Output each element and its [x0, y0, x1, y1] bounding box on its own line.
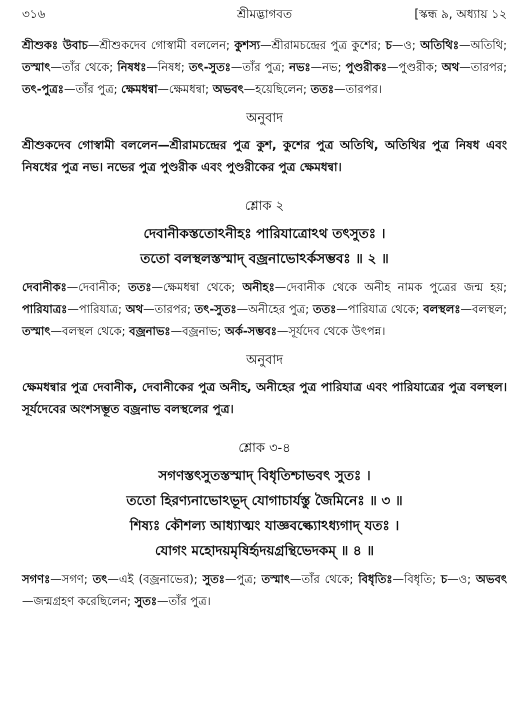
synonym-meaning: —এই (বজ্রনাভের); [107, 572, 203, 586]
synonym-meaning: —অনীহের পুত্র; [236, 302, 313, 316]
synonyms-paragraph [22, 568, 507, 612]
synonym-term: তস্মাৎ [22, 324, 51, 338]
synonym-term: তস্মাৎ [261, 572, 291, 586]
synonym-meaning: —নভ; [310, 60, 346, 74]
verse-line: ততো হিরণ্যনাভোঽভূদ্ যোগাচার্যস্তু জৈমিনেঃ ॥ ৩ ॥ [126, 493, 403, 509]
synonym-meaning: —দেবানীক; [66, 280, 129, 294]
synonym-term: অনীহঃ [242, 280, 275, 294]
synonym-term: তৎ-সুতঃ [188, 60, 231, 74]
synonym-meaning: —পারিযাত্র; [67, 302, 126, 316]
synonym-term: ক্ষেমধন্বা [121, 82, 158, 96]
synonym-meaning: —শ্রীরামচন্দ্রের পুত্র কুশের; [260, 38, 386, 52]
synonym-term: নভঃ [289, 60, 311, 74]
synonym-meaning: —তাঁর থেকে; [50, 60, 118, 74]
synonym-meaning: —সূর্যদেব থেকে উৎপন্ন। [276, 324, 386, 338]
synonym-meaning: —তারপর; [143, 302, 195, 316]
page-header [22, 6, 507, 26]
synonym-term: চ [385, 38, 392, 52]
synonym-meaning: —বজ্রনাভ; [170, 324, 225, 338]
verse-line: শিষ্যঃ কৌশল্য আধ্যাত্মং যাজ্ঞবল্ক্যোঽধ্যগাদ্ যতঃ । [129, 518, 400, 534]
synonym-meaning: —তারপর। [333, 82, 382, 96]
synonym-meaning: —তাঁর থেকে; [290, 572, 359, 586]
verse-line: দেবানীকস্ততোঽনীহঃ পারিযাত্রোঽথ তৎসুতঃ । [143, 226, 386, 242]
verse-heading: শ্লোক ৩-৪ [238, 441, 291, 456]
chapter-reference: [স্কন্ধ ৯, অধ্যায় ১২ [414, 7, 507, 21]
synonym-meaning: —পুণ্ডরীক; [387, 60, 442, 74]
synonym-term: কুশস্য [234, 38, 261, 52]
verse-line: যোগং মহোদয়মৃষির্হৃদয়গ্রন্থিভেদকম্ ॥ ৪ ॥ [154, 543, 375, 559]
synonym-term: তস্মাৎ [22, 60, 51, 74]
book-title: শ্রীমদ্ভাগবত [236, 7, 292, 21]
synonym-meaning: —তাঁর পুত্র; [63, 82, 122, 96]
synonym-meaning: —ক্ষেমধন্বা; [157, 82, 213, 96]
translation-heading: অনুবাদ [246, 353, 283, 368]
translation-paragraph: ক্ষেমধন্বার পুত্র দেবানীক, দেবানীকের পুত্র অনীহ, অনীহের পুত্র পারিযাত্র এবং পারিযাত্রের পুত্র বলস্থল। সূর্যদেবের অংশসম্ভূত বজ্রনাভ বলস্থলের পুত্র। [22, 380, 507, 416]
synonym-term: তৎ-সুতঃ [194, 302, 237, 316]
synonym-term: দেবানীকঃ [22, 280, 67, 294]
synonym-meaning: —ক্ষেমধন্বা থেকে; [151, 280, 243, 294]
synonym-meaning: —দেবানীক থেকে অনীহ নামক পুত্রের জন্ম হয়; [274, 280, 507, 294]
translation-paragraph: শ্রীশুকদেব গোস্বামী বললেন—শ্রীরামচন্দ্রের পুত্র কুশ, কুশের পুত্র অতিথি, অতিথির পুত্র নিষধ এবং নিষধের পুত্র নভ। নভের পুত্র পুণ্ডরীক এবং পুণ্ডরীকের পুত্র ক্ষেমধন্বা। [22, 138, 507, 174]
synonym-term: ততঃ [310, 82, 334, 96]
synonym-meaning: —জন্মগ্রহণ করেছিলেন; [22, 594, 135, 608]
page-number: ৩১৬ [22, 7, 46, 21]
synonym-meaning: —পারিযাত্র থেকে; [336, 302, 424, 316]
translation-heading: অনুবাদ [246, 111, 283, 126]
verse-line: সগণস্তৎসুতস্তস্মাদ্ বিধৃতিশ্চাভবৎ সুতঃ । [158, 468, 371, 484]
synonym-meaning: —বলস্থল থেকে; [50, 324, 130, 338]
synonym-meaning: —তারপর; [459, 60, 507, 74]
synonym-term: অথ [125, 302, 144, 316]
synonym-term: বিধৃতিঃ [358, 572, 393, 586]
synonym-term: সগণঃ [22, 572, 51, 586]
page-content [22, 34, 507, 612]
synonym-meaning: —বিধৃতি; [392, 572, 441, 586]
synonym-meaning: —বলস্থল; [460, 302, 508, 316]
synonym-term: অভবৎ [212, 82, 244, 96]
synonym-term: শ্রীশুকঃ উবাচ [22, 38, 88, 52]
synonym-meaning: —হয়েছিলেন; [243, 82, 311, 96]
synonym-term: পুণ্ডরীকঃ [345, 60, 388, 74]
synonyms-paragraph [22, 34, 507, 100]
synonyms-paragraph [22, 276, 507, 342]
verse-line: ততো বলস্থলস্তস্মাদ্ বজ্রনাভোঽর্কসম্ভবঃ ॥ ২ ॥ [140, 251, 389, 267]
synonym-meaning: —পুত্র; [224, 572, 262, 586]
synonym-term: বলস্থলঃ [423, 302, 461, 316]
synonym-term: সুতঃ [202, 572, 225, 586]
verse-heading: শ্লোক ২ [244, 199, 285, 214]
synonym-term: ততঃ [312, 302, 337, 316]
synonym-meaning: —শ্রীশুকদেব গোস্বামী বললেন; [87, 38, 235, 52]
synonym-meaning: —সগণ; [50, 572, 93, 586]
synonym-term: ততঃ [128, 280, 152, 294]
synonym-term: তৎ [92, 572, 108, 586]
synonym-term: অভবৎ [475, 572, 507, 586]
synonym-term: নিষধঃ [117, 60, 147, 74]
synonym-meaning: —তাঁর পুত্র। [156, 594, 211, 608]
synonym-term: বজ্রনাভঃ [129, 324, 171, 338]
synonym-term: তৎ-পুত্রঃ [22, 82, 64, 96]
synonym-meaning: —ও; [391, 38, 421, 52]
synonym-term: অর্ক-সম্ভবঃ [224, 324, 277, 338]
synonym-term: অথ [441, 60, 460, 74]
synonym-meaning: —তাঁর পুত্র; [230, 60, 290, 74]
synonym-term: চ [440, 572, 448, 586]
synonym-term: অতিথিঃ [420, 38, 459, 52]
synonym-meaning: —নিষধ; [146, 60, 189, 74]
synonym-meaning: —অতিথি; [459, 38, 507, 52]
synonym-term: সুতঃ [134, 594, 157, 608]
synonym-meaning: —ও; [447, 572, 476, 586]
synonym-term: পারিযাত্রঃ [22, 302, 68, 316]
